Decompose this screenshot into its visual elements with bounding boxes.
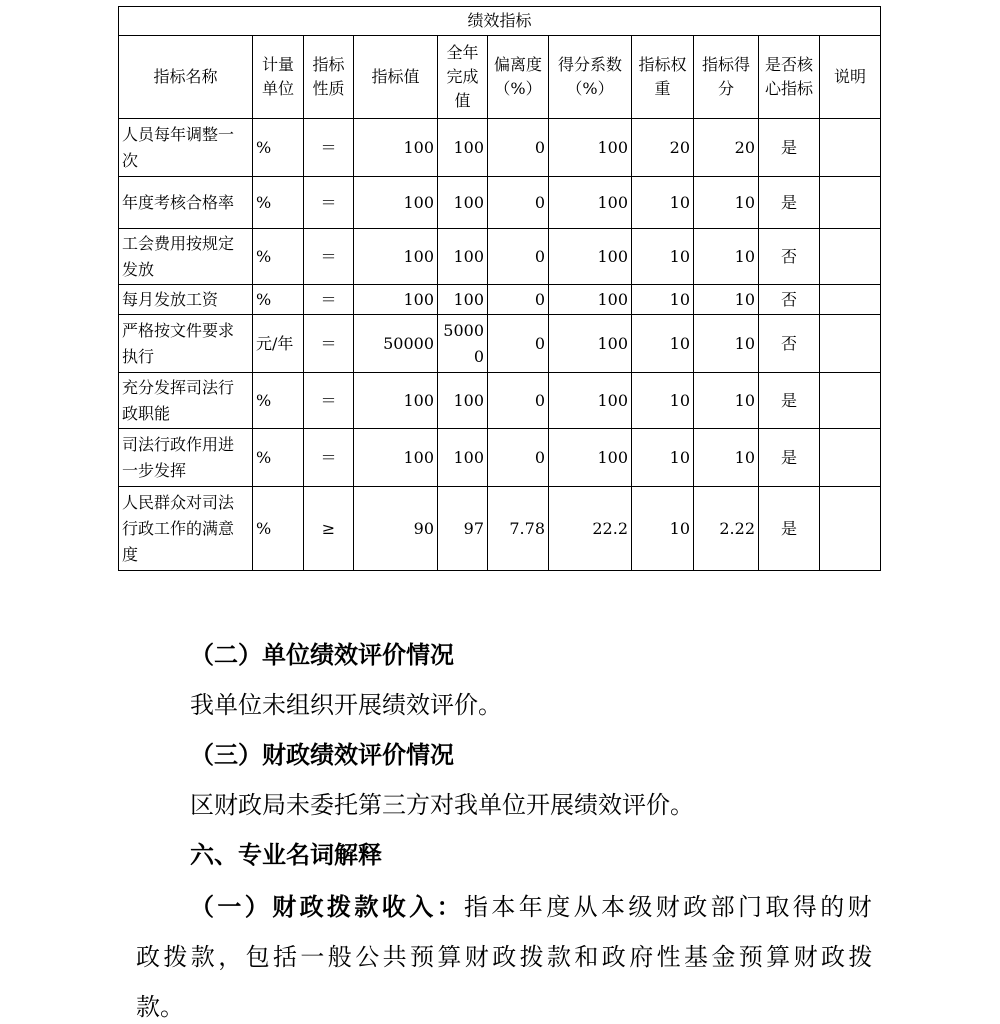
table-row xyxy=(119,285,881,315)
core-indicator-cell: 是 xyxy=(759,119,820,177)
table-row xyxy=(119,373,881,429)
unit-cell: % xyxy=(253,487,304,571)
coefficient-cell: 100 xyxy=(549,315,632,373)
section-6-heading: 六、专业名词解释 xyxy=(190,840,382,869)
table-caption: 绩效指标 xyxy=(119,7,881,36)
definition-item-1-line-3: 款。 xyxy=(136,993,184,1021)
indicator-name-cell: 人民群众对司法行政工作的满意度 xyxy=(119,487,253,571)
header-deviation: 偏离度（%） xyxy=(488,36,549,119)
target-value-cell: 100 xyxy=(354,429,438,487)
target-value-cell: 100 xyxy=(354,373,438,429)
weight-cell: 10 xyxy=(632,373,694,429)
weight-cell: 10 xyxy=(632,285,694,315)
table-row xyxy=(119,429,881,487)
coefficient-cell: 100 xyxy=(549,229,632,285)
unit-cell: % xyxy=(253,119,304,177)
deviation-cell: 0 xyxy=(488,285,549,315)
score-cell: 10 xyxy=(694,229,759,285)
header-actual-value: 全年完成值 xyxy=(438,36,488,119)
actual-value-cell: 97 xyxy=(438,487,488,571)
note-cell xyxy=(820,315,881,373)
header-note: 说明 xyxy=(820,36,881,119)
score-cell: 10 xyxy=(694,285,759,315)
actual-value-cell: 100 xyxy=(438,119,488,177)
coefficient-cell: 100 xyxy=(549,177,632,229)
score-cell: 20 xyxy=(694,119,759,177)
note-cell xyxy=(820,487,881,571)
deviation-cell: 0 xyxy=(488,373,549,429)
actual-value-cell: 100 xyxy=(438,285,488,315)
header-indicator-name: 指标名称 xyxy=(119,36,253,119)
core-indicator-cell: 是 xyxy=(759,429,820,487)
actual-value-cell: 100 xyxy=(438,429,488,487)
weight-cell: 10 xyxy=(632,177,694,229)
coefficient-cell: 22.2 xyxy=(549,487,632,571)
unit-cell: 元/年 xyxy=(253,315,304,373)
score-cell: 10 xyxy=(694,429,759,487)
indicator-name-cell: 严格按文件要求执行 xyxy=(119,315,253,373)
indicator-name-cell: 每月发放工资 xyxy=(119,285,253,315)
coefficient-cell: 100 xyxy=(549,285,632,315)
nature-cell: ＝ xyxy=(304,229,354,285)
weight-cell: 10 xyxy=(632,487,694,571)
table-row xyxy=(119,487,881,571)
weight-cell: 20 xyxy=(632,119,694,177)
table-row xyxy=(119,229,881,285)
nature-cell: ≥ xyxy=(304,487,354,571)
note-cell xyxy=(820,119,881,177)
header-target-value: 指标值 xyxy=(354,36,438,119)
deviation-cell: 0 xyxy=(488,315,549,373)
target-value-cell: 100 xyxy=(354,177,438,229)
nature-cell: ＝ xyxy=(304,285,354,315)
header-weight: 指标权重 xyxy=(632,36,694,119)
coefficient-cell: 100 xyxy=(549,373,632,429)
coefficient-cell: 100 xyxy=(549,119,632,177)
score-cell: 10 xyxy=(694,315,759,373)
table-caption-row xyxy=(119,7,881,36)
score-cell: 10 xyxy=(694,177,759,229)
definition-item-1-label: （一）财政拨款收入： xyxy=(190,892,464,921)
deviation-cell: 0 xyxy=(488,429,549,487)
target-value-cell: 100 xyxy=(354,119,438,177)
header-nature: 指标性质 xyxy=(304,36,354,119)
nature-cell: ＝ xyxy=(304,315,354,373)
nature-cell: ＝ xyxy=(304,119,354,177)
header-score: 指标得分 xyxy=(694,36,759,119)
indicator-name-cell: 人员每年调整一次 xyxy=(119,119,253,177)
note-cell xyxy=(820,229,881,285)
note-cell xyxy=(820,429,881,487)
section-3-heading: （三）财政绩效评价情况 xyxy=(190,740,454,769)
core-indicator-cell: 否 xyxy=(759,315,820,373)
section-2-body: 我单位未组织开展绩效评价。 xyxy=(190,691,502,719)
score-cell: 10 xyxy=(694,373,759,429)
actual-value-cell: 100 xyxy=(438,229,488,285)
table-header-row xyxy=(119,36,881,119)
core-indicator-cell: 否 xyxy=(759,285,820,315)
definition-item-1-line-1 xyxy=(190,890,875,924)
unit-cell: % xyxy=(253,177,304,229)
unit-cell: % xyxy=(253,285,304,315)
note-cell xyxy=(820,177,881,229)
weight-cell: 10 xyxy=(632,229,694,285)
unit-cell: % xyxy=(253,429,304,487)
nature-cell: ＝ xyxy=(304,177,354,229)
table-row xyxy=(119,119,881,177)
target-value-cell: 100 xyxy=(354,285,438,315)
section-3-body: 区财政局未委托第三方对我单位开展绩效评价。 xyxy=(190,791,694,819)
actual-value-cell: 50000 xyxy=(438,315,488,373)
indicator-name-cell: 充分发挥司法行政职能 xyxy=(119,373,253,429)
core-indicator-cell: 否 xyxy=(759,229,820,285)
coefficient-cell: 100 xyxy=(549,429,632,487)
unit-cell: % xyxy=(253,229,304,285)
unit-cell: % xyxy=(253,373,304,429)
indicator-name-cell: 年度考核合格率 xyxy=(119,177,253,229)
deviation-cell: 0 xyxy=(488,119,549,177)
score-cell: 2.22 xyxy=(694,487,759,571)
weight-cell: 10 xyxy=(632,315,694,373)
performance-indicator-table xyxy=(118,6,881,571)
definition-item-1-line-2: 政拨款，包括一般公共预算财政拨款和政府性基金预算财政拨 xyxy=(136,943,876,971)
table-row xyxy=(119,177,881,229)
section-2-heading: （二）单位绩效评价情况 xyxy=(190,640,454,669)
deviation-cell: 0 xyxy=(488,177,549,229)
target-value-cell: 50000 xyxy=(354,315,438,373)
header-unit: 计量单位 xyxy=(253,36,304,119)
actual-value-cell: 100 xyxy=(438,373,488,429)
note-cell xyxy=(820,373,881,429)
indicator-name-cell: 司法行政作用进一步发挥 xyxy=(119,429,253,487)
core-indicator-cell: 是 xyxy=(759,487,820,571)
definition-item-1-text: 指本年度从本级财政部门取得的财 xyxy=(464,893,875,921)
core-indicator-cell: 是 xyxy=(759,177,820,229)
deviation-cell: 0 xyxy=(488,229,549,285)
note-cell xyxy=(820,285,881,315)
nature-cell: ＝ xyxy=(304,373,354,429)
target-value-cell: 90 xyxy=(354,487,438,571)
nature-cell: ＝ xyxy=(304,429,354,487)
indicator-name-cell: 工会费用按规定发放 xyxy=(119,229,253,285)
table-row xyxy=(119,315,881,373)
header-core: 是否核心指标 xyxy=(759,36,820,119)
weight-cell: 10 xyxy=(632,429,694,487)
header-coefficient: 得分系数（%） xyxy=(549,36,632,119)
actual-value-cell: 100 xyxy=(438,177,488,229)
deviation-cell: 7.78 xyxy=(488,487,549,571)
core-indicator-cell: 是 xyxy=(759,373,820,429)
target-value-cell: 100 xyxy=(354,229,438,285)
